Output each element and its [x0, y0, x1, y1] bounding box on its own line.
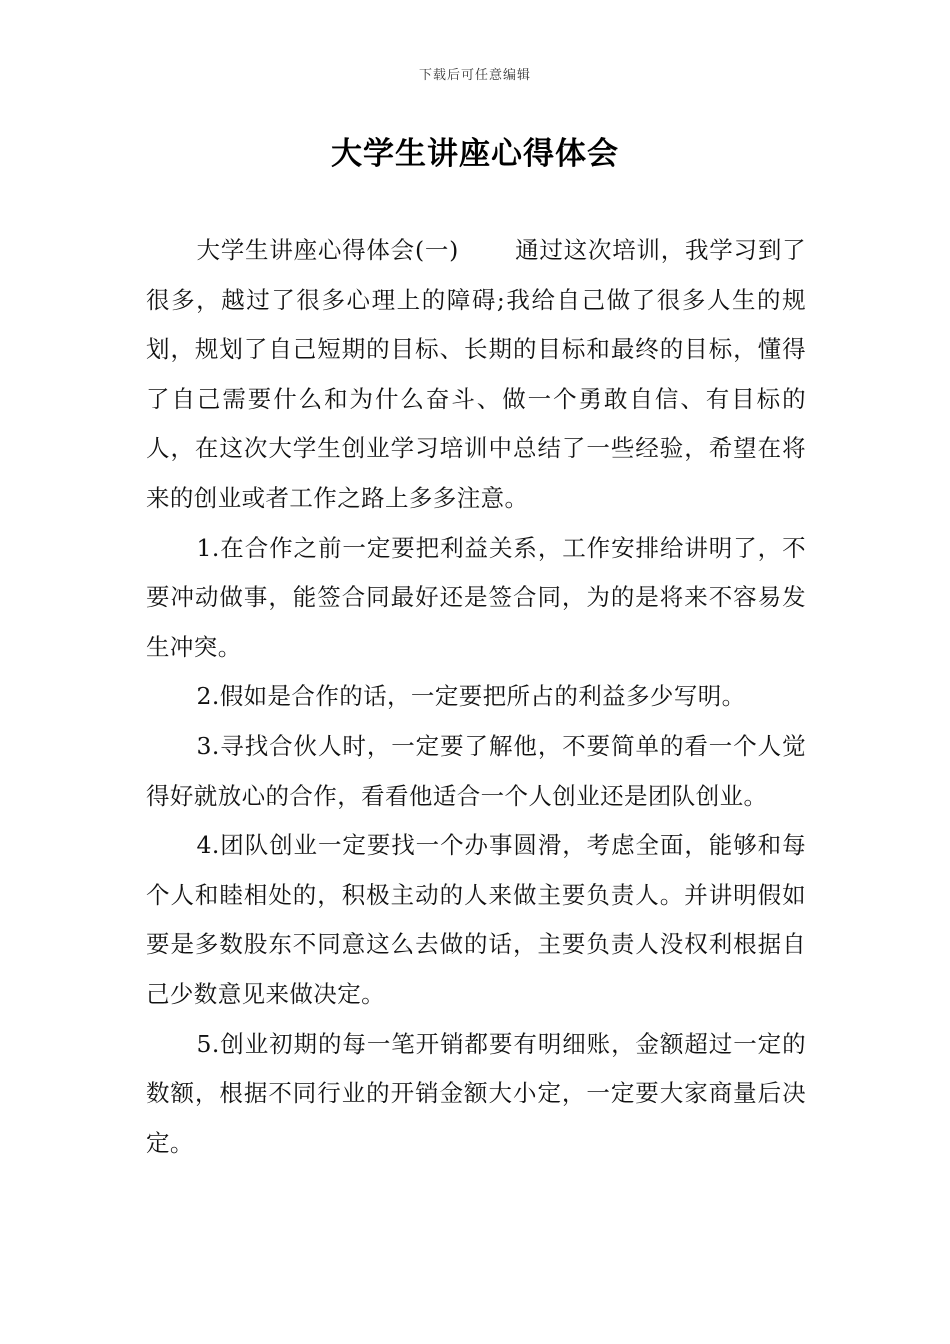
document-body — [146, 226, 806, 1168]
intro-text: 通过这次培训，我学习到了很多，越过了很多心理上的障碍;我给自己做了很多人生的规划，规划了自己短期的目标、长期的目标和最终的目标，懂得了自己需要什么和为什么奋斗、做一个勇敢自信、有目标的人，在这次大学生创业学习培训中总结了一些经验，希望在将来的创业或者工作之路上多多注意。 — [146, 236, 806, 512]
list-item-5: 5.创业初期的每一笔开销都要有明细账，金额超过一定的数额，根据不同行业的开销金额大小定，一定要大家商量后决定。 — [146, 1029, 806, 1157]
document-title: 大学生讲座心得体会 — [331, 136, 619, 172]
intro-paragraph — [146, 226, 806, 524]
list-item-1: 1.在合作之前一定要把利益关系，工作安排给讲明了，不要冲动做事，能签合同最好还是签合同，为的是将来不容易发生冲突。 — [146, 533, 806, 661]
header-note: 下载后可任意编辑 — [418, 68, 531, 83]
list-item-2: 2.假如是合作的话，一定要把所占的利益多少写明。 — [196, 682, 746, 711]
intro-heading: 大学生讲座心得体会(一) — [196, 236, 459, 264]
list-item-4: 4.团队创业一定要找一个办事圆滑，考虑全面，能够和每个人和睦相处的，积极主动的人来做主要负责人。并讲明假如要是多数股东不同意这么去做的话，主要负责人没权利根据自己少数意见来做决定。 — [146, 831, 806, 1008]
list-item-3: 3.寻找合伙人时，一定要了解他，不要简单的看一个人觉得好就放心的合作，看看他适合一个人创业还是团队创业。 — [146, 731, 806, 810]
